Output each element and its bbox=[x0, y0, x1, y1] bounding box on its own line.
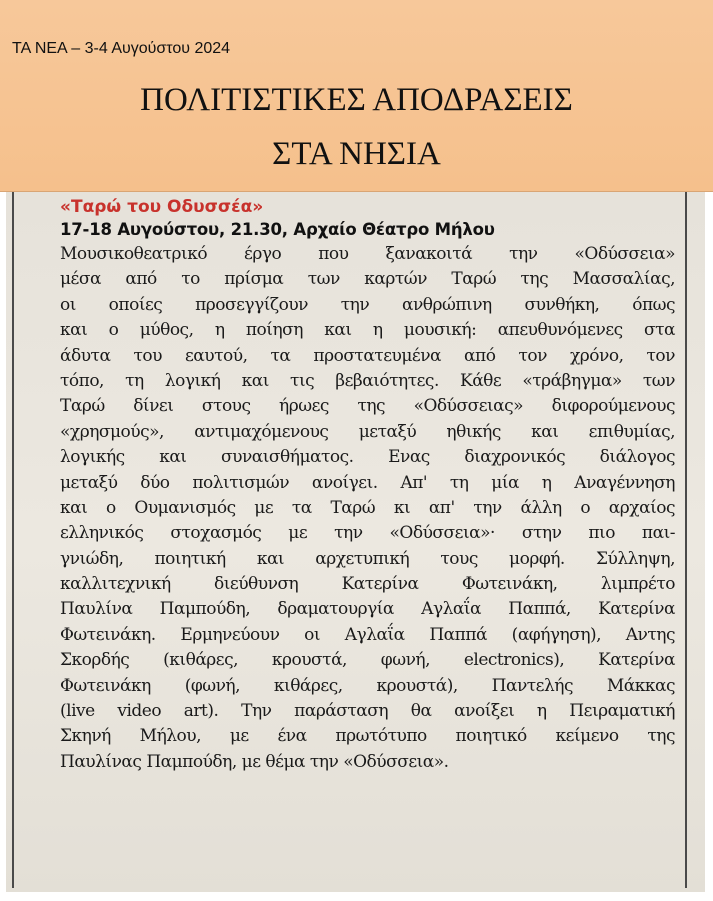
body-line: άδυτα του εαυτού, τα προστατευμένα από τον χρόνο, τον bbox=[60, 345, 675, 366]
body-line: μεταξύ δύο πολιτισμών ανοίγει. Απ' τη μία η Αναγέννηση bbox=[60, 472, 675, 493]
column-rule-right bbox=[685, 192, 687, 888]
source-line: ΤΑ ΝΕΑ – 3-4 Αυγούστου 2024 bbox=[12, 40, 231, 57]
body-line: οι οποίες προσεγγίζουν την ανθρώπινη συνθήκη, όπως bbox=[60, 294, 675, 315]
body-line: (live video art). Την παράσταση θα ανοίξει η Πειραματική bbox=[60, 701, 675, 722]
body-line: μέσα από το πρίσμα των καρτών Ταρώ της Μασσαλίας, bbox=[60, 269, 675, 290]
headline-line-1: ΠΟΛΙΤΙΣΤΙΚΕΣ ΑΠΟΔΡΑΣΕΙΣ bbox=[140, 82, 573, 118]
body-line: Σκορδής (κιθάρες, κρουστά, φωνή, electronics), Κατερίνα bbox=[60, 650, 675, 671]
body-line: Μουσικοθεατρικό έργο που ξανακοιτά την «Οδύσσεια» bbox=[60, 244, 675, 264]
body-line: Σκηνή Μήλου, με ένα πρωτότυπο ποιητικό κείμενο της bbox=[60, 726, 675, 747]
body-line: Παυλίνας Παμπούδη, με θέμα την «Οδύσσεια». bbox=[60, 751, 449, 772]
body-line: Φωτεινάκη (φωνή, κιθάρες, κρουστά), Παντελής Μάκκας bbox=[60, 675, 675, 696]
headline-line-2: ΣΤΑ ΝΗΣΙΑ bbox=[272, 136, 441, 172]
body-line: και ο μύθος, η ποίηση και η μουσική: απευθυνόμενες στα bbox=[60, 320, 675, 341]
body-line: λογικής και συναισθήματος. Ενας διαχρονικός διάλογος bbox=[60, 447, 675, 468]
body-line: Φωτεινάκη. Ερμηνεύουν οι Αγλαΐα Παππά (αφήγηση), Αντης bbox=[60, 624, 675, 645]
body-line: Ταρώ δίνει στους ήρωες της «Οδύσσειας» διφορούμενους bbox=[60, 396, 675, 417]
body-line: τόπο, τη λογική και τις βεβαιότητες. Κάθε «τράβηγμα» των bbox=[60, 370, 675, 391]
article bbox=[60, 196, 675, 775]
column-rule-left bbox=[12, 192, 14, 888]
body-line: Παυλίνα Παμπούδη, δραματουργία Αγλαΐα Παππά, Κατερίνα bbox=[60, 599, 675, 620]
body-line: ελληνικός στοχασμός με την «Οδύσσεια»· στην πιο παι- bbox=[60, 523, 675, 544]
article-date-venue: 17-18 Αυγούστου, 21.30, Αρχαίο Θέατρο Μήλου bbox=[60, 220, 495, 239]
header-banner bbox=[0, 0, 713, 192]
body-line: γνιώδη, ποιητική και αρχετυπική τους μορφή. Σύλληψη, bbox=[60, 548, 675, 569]
body-line: καλλιτεχνική διεύθυνση Κατερίνα Φωτεινάκη, λιμπρέτο bbox=[60, 574, 675, 595]
body-line: «χρησμούς», αντιμαχόμενους μεταξύ ηθικής και επιθυμίας, bbox=[60, 421, 675, 442]
article-title: «Ταρώ του Οδυσσέα» bbox=[60, 197, 264, 217]
body-line: και ο Ουμανισμός με τα Ταρώ κι απ' την άλλη ο αρχαίος bbox=[60, 497, 675, 518]
article-body bbox=[60, 242, 675, 775]
